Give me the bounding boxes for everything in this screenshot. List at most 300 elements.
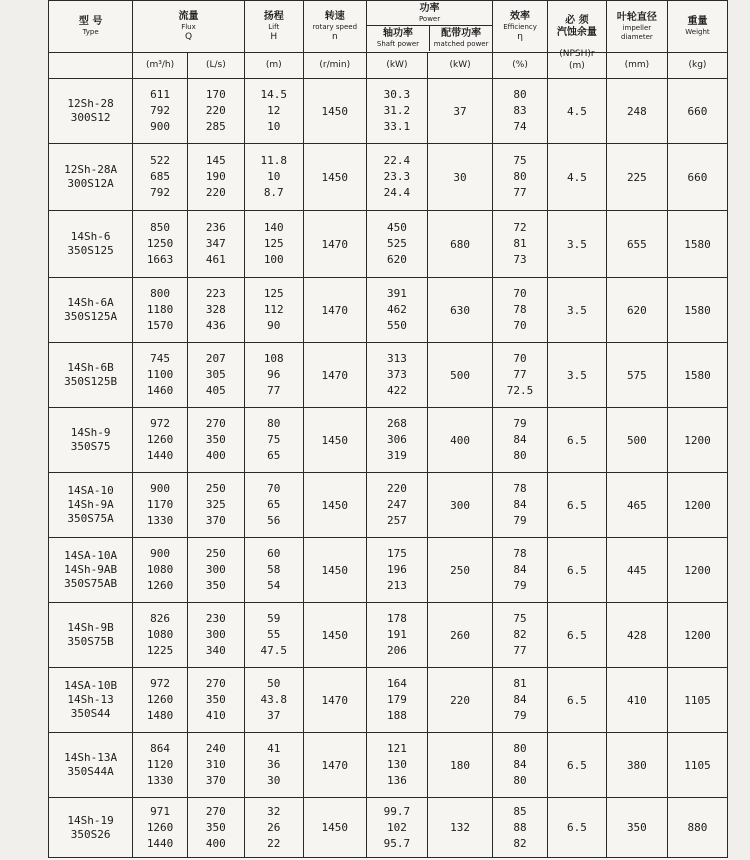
cell-type — [49, 798, 133, 858]
cell-lift-value: 14.5 — [260, 88, 287, 101]
cell-efficiency-value: 81 — [513, 237, 527, 250]
cell-flux-m3-value: 1570 — [146, 319, 174, 332]
cell-type-value: 350S75A — [67, 512, 114, 525]
cell-efficiency-value: 73 — [513, 253, 527, 266]
cell-lift-value: 32 — [267, 804, 281, 818]
header-impeller: 叶轮直径 impeller diameter — [606, 1, 667, 53]
table-row — [49, 408, 728, 473]
cell-efficiency-value: 79 — [513, 709, 527, 722]
cell-flux-ls-value: 270 — [205, 417, 226, 430]
cell-lift-value: 59 — [267, 612, 281, 625]
cell-flux-ls — [187, 473, 244, 538]
cell-flux-m3-value: 972 — [150, 677, 170, 690]
cell-lift-value: 41 — [267, 742, 281, 755]
cell-flux-ls-value: 400 — [205, 449, 226, 462]
pump-spec-table — [48, 0, 728, 858]
cell-type-value: 12Sh-28A — [64, 163, 118, 176]
cell-efficiency-value: 80 — [513, 449, 527, 462]
cell-shaft-power-value: 319 — [386, 449, 407, 462]
cell-npsh: 6.5 — [547, 408, 606, 473]
cell-efficiency — [493, 473, 548, 538]
cell-flux-m3-value: 1250 — [146, 237, 174, 250]
cell-impeller: 445 — [606, 538, 667, 603]
cell-type-value: 14Sh-19 — [67, 813, 114, 827]
cell-flux-ls-value: 310 — [205, 758, 226, 771]
cell-shaft-power — [366, 144, 427, 211]
cell-lift-value: 10 — [267, 170, 281, 183]
cell-flux-ls-value: 220 — [205, 186, 226, 199]
cell-efficiency — [493, 278, 548, 343]
cell-shaft-power-value: 178 — [386, 612, 407, 625]
cell-lift-value: 36 — [267, 758, 281, 771]
table-row — [49, 343, 728, 408]
cell-lift — [244, 343, 303, 408]
cell-flux-m3 — [133, 473, 188, 538]
cell-efficiency-value: 82 — [513, 836, 527, 850]
cell-shaft-power-value: 306 — [386, 433, 407, 446]
cell-flux-m3 — [133, 79, 188, 144]
cell-lift-value: 90 — [267, 319, 281, 332]
cell-shaft-power — [366, 603, 427, 668]
cell-flux-m3 — [133, 343, 188, 408]
cell-flux-ls-value: 350 — [205, 433, 226, 446]
cell-shaft-power — [366, 278, 427, 343]
cell-weight: 1200 — [667, 538, 727, 603]
header-power: 功率 Power 轴功率 Shaft power 配带功率 matched power — [366, 1, 492, 53]
cell-efficiency-value: 78 — [513, 482, 527, 495]
cell-shaft-power-value: 450 — [386, 221, 407, 234]
header-flux: 流量 Flux Q — [133, 1, 245, 53]
cell-flux-ls — [187, 798, 244, 858]
cell-flux-ls-value: 230 — [205, 612, 226, 625]
cell-lift-value: 30 — [267, 774, 281, 787]
cell-shaft-power-value: 130 — [386, 758, 407, 771]
cell-flux-ls-value: 300 — [205, 563, 226, 576]
cell-lift-value: 22 — [267, 836, 281, 850]
cell-lift-value: 125 — [263, 237, 284, 250]
cell-efficiency-value: 80 — [513, 170, 527, 183]
header-row — [49, 1, 728, 53]
cell-impeller: 380 — [606, 733, 667, 798]
cell-shaft-power-value: 23.3 — [383, 170, 411, 183]
cell-flux-ls-value: 270 — [205, 677, 226, 690]
cell-lift-value: 75 — [267, 433, 281, 446]
cell-weight: 1200 — [667, 473, 727, 538]
cell-efficiency-value: 70 — [513, 352, 527, 365]
cell-flux-ls-value: 270 — [205, 804, 226, 818]
cell-efficiency — [493, 603, 548, 668]
cell-weight: 1580 — [667, 278, 727, 343]
cell-flux-m3-value: 1260 — [146, 579, 174, 592]
cell-flux-ls-value: 220 — [205, 104, 226, 117]
cell-type — [49, 408, 133, 473]
cell-shaft-power-value: 99.7 — [383, 804, 411, 818]
cell-type-value: 350S44 — [70, 707, 111, 720]
cell-flux-ls-value: 300 — [205, 628, 226, 641]
cell-lift-value: 80 — [267, 417, 281, 430]
cell-flux-ls-value: 328 — [205, 303, 226, 316]
cell-type-value: 14Sh-6B — [67, 361, 114, 374]
cell-flux-m3-value: 685 — [150, 170, 170, 183]
cell-efficiency-value: 78 — [513, 547, 527, 560]
unit-flux-ls: (L/s) — [187, 53, 244, 79]
cell-weight: 880 — [667, 798, 727, 858]
cell-shaft-power-value: 24.4 — [383, 186, 411, 199]
cell-efficiency-value: 84 — [513, 563, 527, 576]
cell-flux-m3-value: 1260 — [146, 693, 174, 706]
cell-flux-m3-value: 1225 — [146, 644, 174, 657]
cell-lift — [244, 733, 303, 798]
header-efficiency: 效率 Efficiency η — [493, 1, 548, 53]
cell-lift — [244, 473, 303, 538]
unit-shaft: (kW) — [366, 53, 427, 79]
cell-flux-m3-value: 1460 — [146, 384, 174, 397]
cell-impeller: 225 — [606, 144, 667, 211]
cell-shaft-power-value: 620 — [386, 253, 407, 266]
cell-efficiency-value: 72.5 — [506, 384, 534, 397]
cell-flux-m3 — [133, 211, 188, 278]
cell-efficiency — [493, 733, 548, 798]
cell-npsh: 6.5 — [547, 798, 606, 858]
cell-flux-m3-value: 800 — [150, 287, 170, 300]
cell-matched-power: 180 — [427, 733, 492, 798]
cell-flux-ls-value: 461 — [205, 253, 226, 266]
cell-matched-power: 500 — [427, 343, 492, 408]
cell-flux-m3-value: 1480 — [146, 709, 174, 722]
cell-flux-m3 — [133, 798, 188, 858]
cell-efficiency-value: 80 — [513, 88, 527, 101]
cell-weight: 1105 — [667, 668, 727, 733]
cell-shaft-power-value: 268 — [386, 417, 407, 430]
cell-flux-ls-value: 347 — [205, 237, 226, 250]
cell-shaft-power — [366, 211, 427, 278]
cell-flux-ls-value: 410 — [205, 709, 226, 722]
cell-flux-ls — [187, 343, 244, 408]
cell-efficiency-value: 81 — [513, 677, 527, 690]
cell-efficiency-value: 84 — [513, 693, 527, 706]
cell-lift-value: 10 — [267, 120, 281, 133]
cell-shaft-power-value: 213 — [386, 579, 407, 592]
cell-shaft-power-value: 136 — [386, 774, 407, 787]
cell-shaft-power — [366, 538, 427, 603]
unit-eff: (%) — [493, 53, 548, 79]
cell-shaft-power-value: 525 — [386, 237, 407, 250]
cell-flux-ls-value: 240 — [205, 742, 226, 755]
cell-flux-m3-value: 1080 — [146, 628, 174, 641]
cell-lift — [244, 79, 303, 144]
cell-weight: 1105 — [667, 733, 727, 798]
cell-type-value: 14Sh-9A — [67, 498, 114, 511]
cell-type-value: 350S125 — [67, 244, 114, 257]
cell-flux-m3-value: 1080 — [146, 563, 174, 576]
cell-flux-ls — [187, 538, 244, 603]
cell-flux-ls — [187, 668, 244, 733]
cell-flux-ls — [187, 79, 244, 144]
cell-speed: 1450 — [303, 603, 366, 668]
unit-matched: (kW) — [427, 53, 492, 79]
cell-lift-value: 108 — [263, 352, 284, 365]
cell-flux-m3-value: 850 — [150, 221, 170, 234]
cell-lift-value: 37 — [267, 709, 281, 722]
cell-lift-value: 47.5 — [260, 644, 287, 657]
cell-shaft-power-value: 206 — [386, 644, 407, 657]
cell-weight: 660 — [667, 79, 727, 144]
cell-type-value: 350S75B — [67, 635, 114, 648]
cell-lift-value: 140 — [263, 221, 284, 234]
header-npsh: 必 须 汽蚀余量 — [547, 1, 606, 53]
cell-flux-m3 — [133, 408, 188, 473]
cell-efficiency — [493, 538, 548, 603]
cell-lift-value: 58 — [267, 563, 281, 576]
cell-flux-ls-value: 305 — [205, 368, 226, 381]
table-row — [49, 668, 728, 733]
cell-lift — [244, 211, 303, 278]
cell-flux-m3-value: 1330 — [146, 514, 174, 527]
cell-speed: 1450 — [303, 79, 366, 144]
cell-matched-power: 30 — [427, 144, 492, 211]
cell-type-value: 350S26 — [70, 827, 111, 841]
cell-type — [49, 603, 133, 668]
cell-type-value: 350S75AB — [64, 577, 118, 590]
cell-type-value: 14Sh-9B — [67, 621, 114, 634]
cell-matched-power: 132 — [427, 798, 492, 858]
cell-lift-value: 70 — [267, 482, 281, 495]
table-row — [49, 538, 728, 603]
cell-speed: 1470 — [303, 343, 366, 408]
cell-flux-ls-value: 325 — [205, 498, 226, 511]
cell-lift-value: 56 — [267, 514, 281, 527]
cell-matched-power: 260 — [427, 603, 492, 668]
cell-impeller: 500 — [606, 408, 667, 473]
cell-type — [49, 278, 133, 343]
cell-flux-m3 — [133, 668, 188, 733]
cell-shaft-power-value: 313 — [386, 352, 407, 365]
cell-npsh: 4.5 — [547, 144, 606, 211]
cell-type-value: 350S125B — [64, 375, 118, 388]
cell-flux-m3-value: 864 — [150, 742, 170, 755]
cell-speed: 1450 — [303, 473, 366, 538]
cell-flux-m3 — [133, 278, 188, 343]
cell-type-value: 14Sh-13A — [64, 751, 118, 764]
cell-efficiency-value: 70 — [513, 319, 527, 332]
cell-efficiency — [493, 798, 548, 858]
table-row — [49, 144, 728, 211]
cell-efficiency-value: 83 — [513, 104, 527, 117]
cell-efficiency-value: 85 — [513, 804, 527, 818]
cell-efficiency-value: 72 — [513, 221, 527, 234]
cell-weight: 1200 — [667, 408, 727, 473]
cell-flux-ls-value: 400 — [205, 836, 226, 850]
cell-flux-m3-value: 900 — [150, 120, 170, 133]
cell-shaft-power — [366, 668, 427, 733]
cell-shaft-power — [366, 473, 427, 538]
cell-impeller: 655 — [606, 211, 667, 278]
header-type: 型 号 Type — [49, 1, 133, 53]
cell-impeller: 428 — [606, 603, 667, 668]
cell-type-value: 14Sh-6A — [67, 296, 114, 309]
cell-speed: 1470 — [303, 211, 366, 278]
cell-flux-ls-value: 405 — [205, 384, 226, 397]
cell-matched-power: 680 — [427, 211, 492, 278]
cell-type — [49, 733, 133, 798]
cell-lift — [244, 408, 303, 473]
cell-flux-m3-value: 1330 — [146, 774, 174, 787]
cell-flux-m3-value: 1440 — [146, 836, 174, 850]
cell-flux-ls-value: 350 — [205, 820, 226, 834]
cell-flux-m3-value: 1120 — [146, 758, 174, 771]
cell-efficiency-value: 77 — [513, 644, 527, 657]
cell-lift-value: 11.8 — [260, 154, 287, 167]
cell-lift-value: 65 — [267, 449, 281, 462]
header-speed: 转速 rotary speed n — [303, 1, 366, 53]
cell-lift-value: 60 — [267, 547, 281, 560]
cell-type — [49, 144, 133, 211]
cell-lift — [244, 538, 303, 603]
header-weight: 重量 Weight — [667, 1, 727, 53]
table-row — [49, 603, 728, 668]
cell-lift-value: 55 — [267, 628, 281, 641]
cell-flux-ls — [187, 144, 244, 211]
cell-shaft-power-value: 257 — [386, 514, 407, 527]
cell-impeller: 410 — [606, 668, 667, 733]
cell-weight: 1200 — [667, 603, 727, 668]
cell-weight: 1580 — [667, 211, 727, 278]
cell-flux-ls-value: 436 — [205, 319, 226, 332]
cell-npsh: 6.5 — [547, 733, 606, 798]
cell-shaft-power-value: 164 — [386, 677, 407, 690]
cell-shaft-power-value: 247 — [386, 498, 407, 511]
unit-row — [49, 53, 728, 79]
cell-flux-m3-value: 900 — [150, 482, 170, 495]
header-shaft-power: 轴功率 Shaft power — [367, 26, 430, 51]
cell-flux-m3 — [133, 733, 188, 798]
cell-flux-ls-value: 370 — [205, 774, 226, 787]
cell-matched-power: 37 — [427, 79, 492, 144]
cell-lift-value: 112 — [263, 303, 284, 316]
cell-flux-m3-value: 1170 — [146, 498, 174, 511]
cell-flux-ls-value: 250 — [205, 547, 226, 560]
cell-flux-ls-value: 223 — [205, 287, 226, 300]
cell-weight: 1580 — [667, 343, 727, 408]
header-matched-power: 配带功率 matched power — [433, 28, 489, 48]
cell-flux-m3-value: 826 — [150, 612, 170, 625]
cell-flux-ls — [187, 211, 244, 278]
cell-efficiency-value: 77 — [513, 186, 527, 199]
cell-efficiency-value: 78 — [513, 303, 527, 316]
unit-npsh-m: (m) — [568, 60, 585, 71]
cell-matched-power: 220 — [427, 668, 492, 733]
cell-efficiency — [493, 408, 548, 473]
cell-npsh: 3.5 — [547, 211, 606, 278]
cell-efficiency-value: 88 — [513, 820, 527, 834]
cell-lift — [244, 798, 303, 858]
cell-impeller: 350 — [606, 798, 667, 858]
cell-speed: 1450 — [303, 538, 366, 603]
cell-shaft-power-value: 31.2 — [383, 104, 411, 117]
cell-flux-m3-value: 792 — [150, 104, 170, 117]
cell-efficiency-value: 75 — [513, 154, 527, 167]
cell-matched-power: 630 — [427, 278, 492, 343]
cell-efficiency-value: 80 — [513, 742, 527, 755]
cell-shaft-power-value: 188 — [386, 709, 407, 722]
cell-shaft-power-value: 550 — [386, 319, 407, 332]
cell-shaft-power-value: 422 — [386, 384, 407, 397]
cell-lift-value: 12 — [267, 104, 281, 117]
cell-type-value: 14Sh-13 — [67, 693, 114, 706]
cell-lift-value: 100 — [263, 253, 284, 266]
cell-efficiency-value: 84 — [513, 758, 527, 771]
cell-flux-ls-value: 170 — [205, 88, 226, 101]
cell-flux-m3-value: 972 — [150, 417, 170, 430]
cell-impeller: 620 — [606, 278, 667, 343]
cell-flux-m3 — [133, 538, 188, 603]
table-row — [49, 79, 728, 144]
cell-shaft-power — [366, 79, 427, 144]
cell-type-value: 14Sh-9 — [70, 426, 111, 439]
table-row — [49, 473, 728, 538]
cell-type — [49, 343, 133, 408]
unit-npsh-label: (NPSH)r — [559, 48, 595, 59]
cell-efficiency-value: 77 — [513, 368, 527, 381]
cell-impeller: 248 — [606, 79, 667, 144]
cell-speed: 1450 — [303, 408, 366, 473]
cell-shaft-power-value: 102 — [386, 820, 407, 834]
cell-type-value: 350S44A — [67, 765, 114, 778]
cell-flux-m3-value: 1260 — [146, 820, 174, 834]
cell-flux-m3-value: 745 — [150, 352, 170, 365]
cell-shaft-power-value: 175 — [386, 547, 407, 560]
cell-lift — [244, 278, 303, 343]
cell-shaft-power — [366, 733, 427, 798]
cell-shaft-power-value: 220 — [386, 482, 407, 495]
cell-type-value: 14Sh-9AB — [64, 563, 118, 576]
cell-efficiency — [493, 144, 548, 211]
cell-lift-value: 96 — [267, 368, 281, 381]
cell-flux-m3 — [133, 144, 188, 211]
cell-shaft-power-value: 121 — [386, 742, 407, 755]
cell-efficiency-value: 84 — [513, 498, 527, 511]
cell-npsh: 3.5 — [547, 278, 606, 343]
cell-speed: 1470 — [303, 278, 366, 343]
cell-flux-m3-value: 1440 — [146, 449, 174, 462]
header-lift: 扬程 Lift H — [244, 1, 303, 53]
cell-type-value: 14Sh-6 — [70, 230, 111, 243]
cell-shaft-power — [366, 343, 427, 408]
cell-matched-power: 300 — [427, 473, 492, 538]
cell-lift-value: 43.8 — [260, 693, 287, 706]
cell-type-value: 300S12 — [70, 111, 111, 124]
cell-speed: 1470 — [303, 668, 366, 733]
cell-npsh: 4.5 — [547, 79, 606, 144]
cell-efficiency-value: 70 — [513, 287, 527, 300]
cell-type — [49, 538, 133, 603]
cell-efficiency-value: 79 — [513, 514, 527, 527]
cell-shaft-power-value: 391 — [386, 287, 407, 300]
cell-type-value: 350S75 — [70, 440, 111, 453]
unit-speed: (r/min) — [303, 53, 366, 79]
cell-efficiency — [493, 79, 548, 144]
cell-lift-value: 77 — [267, 384, 281, 397]
cell-shaft-power — [366, 408, 427, 473]
cell-shaft-power-value: 95.7 — [383, 836, 411, 850]
cell-flux-ls-value: 285 — [205, 120, 226, 133]
cell-type-value: 300S12A — [67, 177, 114, 190]
cell-flux-m3-value: 1180 — [146, 303, 174, 316]
cell-flux-ls-value: 190 — [205, 170, 226, 183]
cell-flux-m3-value: 522 — [150, 154, 170, 167]
cell-efficiency-value: 84 — [513, 433, 527, 446]
cell-npsh: 6.5 — [547, 538, 606, 603]
